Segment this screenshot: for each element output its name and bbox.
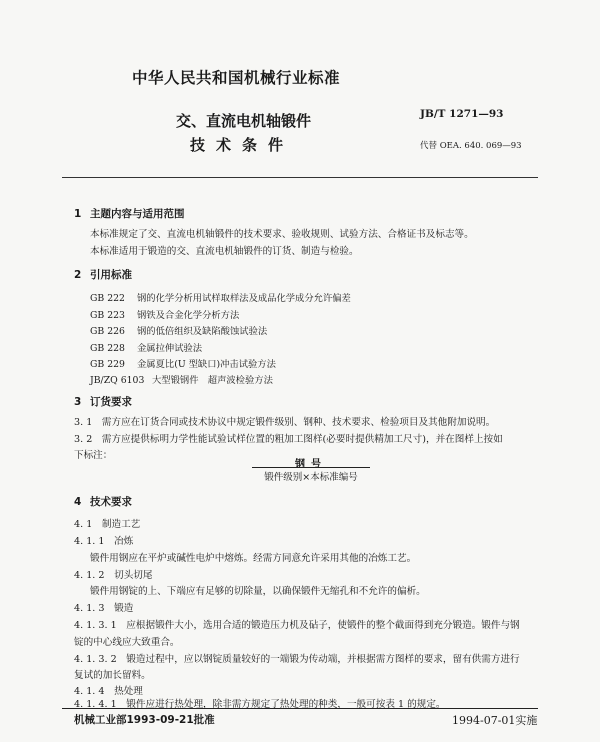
- clause-4-1-3: 4. 1. 3 锻造: [74, 603, 134, 614]
- reference-code: GB 228: [90, 343, 125, 354]
- reference-text: 钢铁及合金化学分析方法: [137, 310, 240, 321]
- clause-4-1-3-1-cont: 锭的中心线应大致重合。: [74, 637, 180, 648]
- standard-title: 中华人民共和国机械行业标准: [132, 69, 341, 87]
- clause-4-1-3-2-cont: 复试的加长留料。: [74, 670, 151, 681]
- header-divider: [62, 177, 538, 178]
- section-number: 4: [74, 496, 82, 508]
- reference-code: JB/ZQ 6103: [90, 375, 145, 386]
- section-title: 技术要求: [90, 496, 132, 508]
- reference-item: [90, 290, 351, 304]
- clause-4-1: 4. 1 制造工艺: [74, 519, 141, 530]
- marking-formula-numerator: 钢号: [295, 459, 327, 470]
- document-title: 交、直流电机轴锻件: [176, 112, 312, 130]
- clause-4-1-4-1: 4. 1. 4. 1 锻件应进行热处理，除非需方规定了热处理的种类，一般可按表 1 的规定。: [74, 699, 446, 710]
- standard-code: JB/T 1271—93: [420, 108, 504, 120]
- section-number: 3: [74, 396, 82, 408]
- reference-code: GB 223: [90, 310, 125, 321]
- section-number: 1: [74, 208, 82, 220]
- section-title: 订货要求: [90, 396, 132, 408]
- paragraph: 锻件用钢锭的上、下端应有足够的切除量，以确保锻件无缩孔和不允许的偏析。: [90, 586, 426, 597]
- section-3-heading: [74, 394, 132, 409]
- section-2-heading: [74, 267, 132, 282]
- paragraph: 锻件用钢应在平炉或碱性电炉中熔炼。经需方同意允许采用其他的冶炼工艺。: [90, 553, 417, 564]
- implementation-date: 1994-07-01实施: [452, 714, 538, 727]
- clause-3-2: 3. 2 需方应提供标明力学性能试验试样位置的粗加工图样(必要时提供精加工尺寸)，并在图样上按如: [74, 434, 503, 445]
- reference-item: [90, 356, 276, 370]
- reference-item: [90, 307, 239, 321]
- reference-code: GB 226: [90, 326, 125, 337]
- marking-formula-line: [252, 467, 370, 468]
- reference-code: GB 229: [90, 359, 125, 370]
- clause-4-1-4: 4. 1. 4 热处理: [74, 686, 143, 697]
- approval-date: 机械工业部1993-09-21批准: [74, 714, 215, 726]
- reference-text: 钢的低倍组织及缺陷酸蚀试验法: [137, 326, 268, 337]
- reference-text: 钢的化学分析用试样取样法及成品化学成分允许偏差: [137, 293, 351, 304]
- reference-code: GB 222: [90, 293, 125, 304]
- section-1-heading: [74, 206, 185, 221]
- reference-item: [90, 323, 267, 337]
- reference-text: 大型锻钢件 超声波检验方法: [152, 375, 273, 386]
- reference-item: [90, 372, 273, 386]
- section-number: 2: [74, 269, 82, 281]
- clause-4-1-1: 4. 1. 1 冶炼: [74, 536, 134, 547]
- section-title: 主题内容与适用范围: [90, 208, 185, 220]
- clause-4-1-2: 4. 1. 2 切头切尾: [74, 570, 153, 581]
- reference-text: 金属拉伸试验法: [137, 343, 203, 354]
- section-4-heading: [74, 494, 132, 509]
- clause-3-1: 3. 1 需方应在订货合同或技术协议中规定锻件级别、钢种、技术要求、检验项目及其他附加说明。: [74, 417, 496, 428]
- reference-text: 金属夏比(U 型缺口)冲击试验方法: [137, 359, 276, 370]
- paragraph: 本标准规定了交、直流电机轴锻件的技术要求、验收规则、试验方法、合格证书及标志等。: [90, 229, 474, 240]
- document-subtitle: 技术条件: [190, 136, 295, 154]
- clause-4-1-3-1: 4. 1. 3. 1 应根据锻件大小，选用合适的锻造压力机及砧子，使锻件的整个截面得到充分锻造。锻件与钢: [74, 620, 520, 631]
- footer-divider: [62, 708, 538, 709]
- replaces-note: 代替 OEA. 640. 069—93: [420, 141, 522, 151]
- marking-formula-denominator: 锻件级别×本标准编号: [264, 472, 358, 483]
- clause-4-1-3-2: 4. 1. 3. 2 锻造过程中，应以钢锭质量较好的一端锻为传动端，并根据需方图样的要求，留有供需方进行: [74, 654, 520, 665]
- clause-3-2-cont: 下标注：: [74, 450, 113, 461]
- paragraph: 本标准适用于锻造的交、直流电机轴锻件的订货、制造与检验。: [90, 246, 359, 257]
- section-title: 引用标准: [90, 269, 132, 281]
- reference-item: [90, 340, 202, 354]
